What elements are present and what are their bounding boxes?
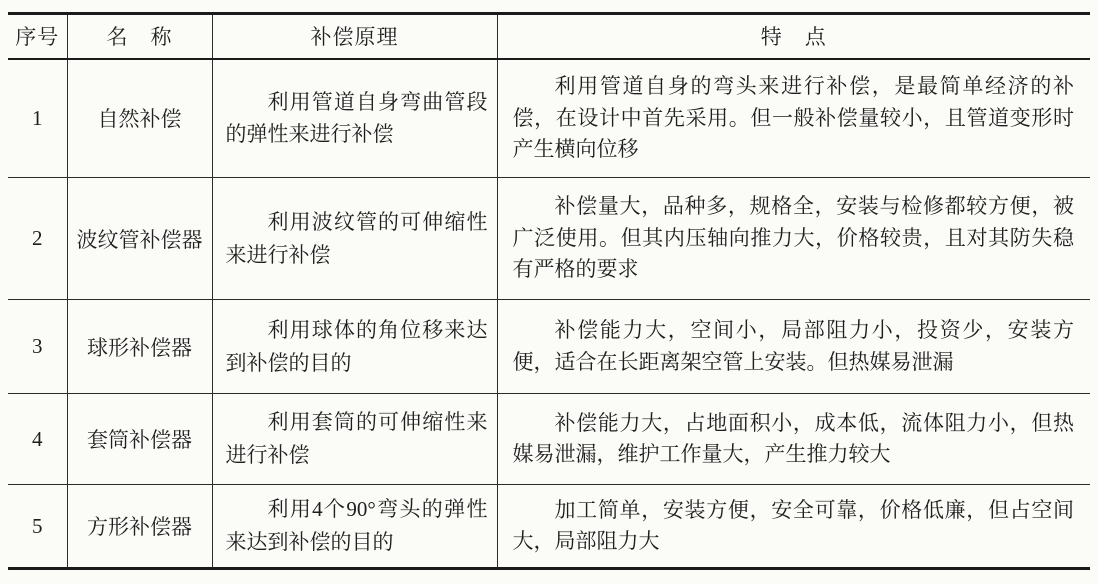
cell-no: 3 [8,300,67,394]
cell-principle: 利用球体的角位移来达到补偿的目的 [212,300,497,394]
cell-name: 套筒补偿器 [67,394,212,485]
cell-features: 补偿量大，品种多，规格全，安装与检修都较方便，被广泛使用。但其内压轴向推力大，价格较贵，且对其防失稳有严格的要求 [497,178,1090,300]
cell-no: 4 [8,394,67,485]
column-header-name: 名 称 [67,14,212,59]
cell-no: 1 [32,105,43,130]
cell-no: 2 [8,178,67,300]
table-row [8,59,1090,178]
cell-features: 利用管道自身的弯头来进行补偿，是最简单经济的补偿，在设计中首先采用。但一般补偿量较小，且管道变形时产生横向位移 [497,59,1090,178]
cell-name: 波纹管补偿器 [67,178,212,300]
cell-features: 补偿能力大，占地面积小，成本低，流体阻力小，但热媒易泄漏，维护工作量大，产生推力较大 [497,394,1090,485]
table-row [8,300,1090,394]
compensator-table [8,12,1090,570]
column-header-principle: 补偿原理 [212,14,497,59]
table-row [8,485,1090,569]
cell-principle: 利用4个90°弯头的弹性来达到补偿的目的 [212,485,497,569]
column-header-features: 特 点 [497,14,1090,59]
cell-features: 补偿能力大，空间小，局部阻力小，投资少，安装方便，适合在长距离架空管上安装。但热媒易泄漏 [497,300,1090,394]
cell-no: 5 [8,485,67,569]
column-header-no: 序号 [8,14,67,59]
table-row [8,394,1090,485]
cell-features: 加工简单，安装方便，安全可靠，价格低廉，但占空间大，局部阻力大 [497,485,1090,569]
cell-name: 球形补偿器 [67,300,212,394]
cell-name: 自然补偿 [67,59,212,178]
cell-principle: 利用管道自身弯曲管段的弹性来进行补偿 [212,59,497,178]
table-header-row [8,14,1090,59]
cell-principle: 利用波纹管的可伸缩性来进行补偿 [212,178,497,300]
table-row [8,178,1090,300]
cell-principle: 利用套筒的可伸缩性来进行补偿 [212,394,497,485]
cell-name: 方形补偿器 [67,485,212,569]
